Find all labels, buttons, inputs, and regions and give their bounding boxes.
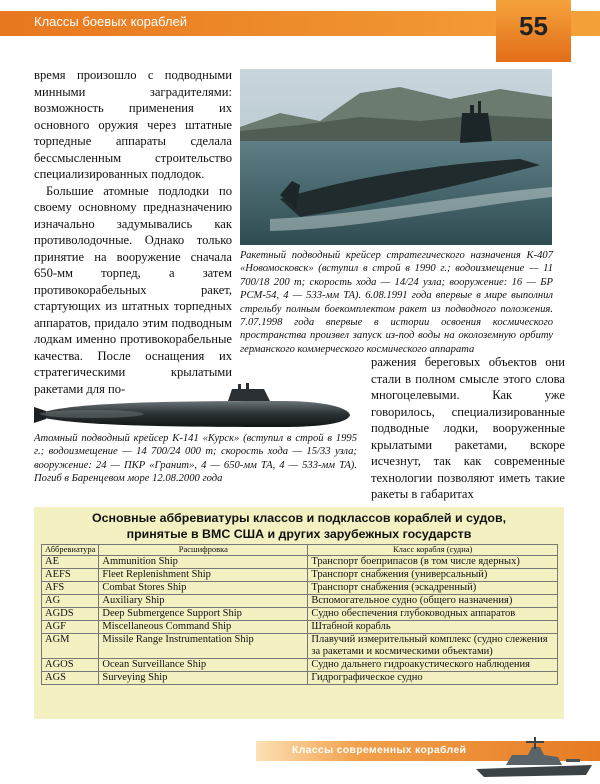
table-title: [34, 511, 564, 542]
section-title: Классы боевых кораблей: [34, 14, 188, 29]
cell-decode: Surveying Ship: [99, 671, 308, 684]
table-row: [42, 594, 558, 607]
page-number: 55: [519, 11, 548, 41]
page-number-box: [496, 0, 571, 62]
cell-abbr: AGOS: [42, 658, 99, 671]
table-title-line: принятые в ВМС США и других зарубежных государств: [126, 526, 472, 541]
column-header-decode: Расшифровка: [99, 545, 308, 556]
abbreviations-table-box: [34, 507, 564, 719]
cell-abbr: AGDS: [42, 607, 99, 620]
cell-class: Гидрографическое судно: [308, 671, 558, 684]
cell-decode: Combat Stores Ship: [99, 581, 308, 594]
table-row: [42, 568, 558, 581]
table-title-line: Основные аббревиатуры классов и подклассов кораблей и судов,: [91, 511, 507, 525]
warship-icon: [466, 735, 600, 779]
paragraph: Большие атомные подлодки по своему основному предназначению изначально задумывались как противолодочные. Однако только принятие на вооружение сначала 650-мм торпед, а затем противокорабельных ракет, стартующих из штатных торпедных аппаратов, придало этим подводным лодкам именно противокорабельные качества. После оснащения их стратегическими крылатыми ракетами для по-: [34, 183, 232, 396]
submarine-side-profile: [32, 383, 354, 439]
cell-decode: Ammunition Ship: [99, 555, 308, 568]
paragraph: время произошло с подводными минными заградителями: возможность применения их основного оружия через штатные торпедные аппараты сделала бессмысленным строительство специализированных подлодок.: [34, 68, 232, 181]
table-row: [42, 555, 558, 568]
table-row: [42, 633, 558, 658]
cell-decode: Fleet Replenishment Ship: [99, 568, 308, 581]
table-row: [42, 607, 558, 620]
table-row: [42, 671, 558, 684]
cell-class: Транспорт снабжения (универсальный): [308, 568, 558, 581]
column-header-class: Класс корабля (судна): [308, 545, 558, 556]
footer-ship-illustration: [466, 735, 600, 779]
cell-abbr: AE: [42, 555, 99, 568]
caption-k141: Атомный подводный крейсер К-141 «Курск» (вступил в строй в 1995 г.; водоизмещение — 14 700/24 000 т; скорость хода — 15/33 узла; вооружение: 24 — ПКР «Гранит», 4 — 650-мм ТА, 4 — 533-мм ТА). Погиб в Баренцевом море 12.08.2000 года: [34, 433, 357, 485]
cell-decode: Ocean Surveillance Ship: [99, 658, 308, 671]
cell-decode: Auxiliary Ship: [99, 594, 308, 607]
cell-class: Штабной корабль: [308, 620, 558, 633]
cell-decode: Deep Submergence Support Ship: [99, 607, 308, 620]
cell-class: Плавучий измерительный комплекс (судно слежения за ракетами и космическими объектами): [308, 633, 558, 658]
submarine-photo-illustration: [240, 69, 552, 245]
body-text-left: [34, 67, 232, 397]
cell-class: Судно обеспечения глубоководных аппаратов: [308, 607, 558, 620]
cell-decode: Missile Range Instrumentation Ship: [99, 633, 308, 658]
cell-class: Вспомогательное судно (общего назначения): [308, 594, 558, 607]
cell-abbr: AGM: [42, 633, 99, 658]
column-header-abbr: Аббревиатура: [42, 545, 99, 556]
cell-abbr: AG: [42, 594, 99, 607]
cell-abbr: AGF: [42, 620, 99, 633]
footer-section-title: Классы современных кораблей: [292, 744, 467, 756]
page-header: [0, 0, 600, 62]
cell-abbr: AEFS: [42, 568, 99, 581]
caption-k407: Ракетный подводный крейсер стратегического назначения К-407 «Новомосковск» (вступил в строй в 1990 г.; водоизмещение — 11 700/18 200 т; скорость хода — 14/24 узла; вооружение: 16 — БР РСМ-54, 4 — 533-мм ТА). 6.08.1991 года впервые в мире выполнил стрельбу полным боекомплектом ракет из подводного положения. 7.07.1998 года впервые в истории освоения космического пространства произвел запуск из-под воды на околоземную орбиту германского коммерческого космического аппарата: [240, 250, 553, 355]
submarine-k141-illustration: [32, 383, 354, 439]
abbreviations-table: [41, 544, 558, 685]
cell-abbr: AFS: [42, 581, 99, 594]
paragraph: ражения береговых объектов они стали в полном смысле этого слова многоцелевыми. Как уже говорилось, специализированные подводные лодки, вооруженные крылатыми ракетами, вскоре исчезнут, так как современные технологии позволяют иметь такие ракеты в габаритах: [371, 355, 565, 501]
table-header-row: [42, 545, 558, 556]
cell-class: Транспорт снабжения (эскадренный): [308, 581, 558, 594]
page-footer: [256, 735, 600, 779]
submarine-k407-photo: [240, 69, 552, 245]
table-row: [42, 658, 558, 671]
body-text-right: [371, 354, 565, 503]
table-row: [42, 581, 558, 594]
table-row: [42, 620, 558, 633]
cell-decode: Miscellaneous Command Ship: [99, 620, 308, 633]
cell-class: Судно дальнего гидроакустического наблюдения: [308, 658, 558, 671]
cell-abbr: AGS: [42, 671, 99, 684]
cell-class: Транспорт боеприпасов (в том числе ядерных): [308, 555, 558, 568]
